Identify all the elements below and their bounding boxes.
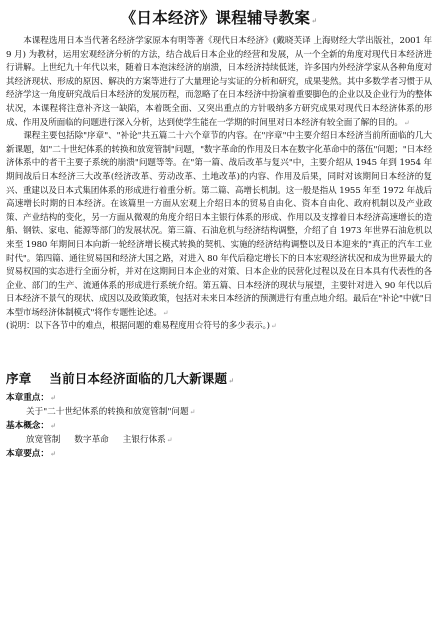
chapter-heading — [6, 370, 432, 389]
section-item-text: 关于"二十世纪体系的转换和放宽管制"问题 — [26, 406, 189, 417]
paragraph-mark: ↵ — [49, 393, 56, 403]
spacer — [6, 334, 432, 370]
note-paragraph-text: (说明：以下各节中的难点，根据问题的难易程度用☆符号的多少表示。) — [6, 321, 270, 332]
intro-paragraph-text: 本课程选用日本当代著名经济学家原本有明等著《现代日本经济》(戴晓芙译 上海财经大学出版社，2001 年 9 月) 为教材，运用宏观经济分析的方法，结合战后日本企业的经营和发展，从一个全新的角度对现代日本经济进行讲解。上世纪九十年代以来，随着日本泡沫经济的崩溃，日本经济持续低迷，许多国内外经济学家从各种角度对其经济现状、形成的原因、解决的方案等进行了大量理论与实证的分析和研究，成果斐然。其中多数学者习惯于从经济学这一角度研究战后日本经济的发展历程，而忽略了在日本经济中扮演着重要脚色的企业以及企业行为的整体状况，本课程将注意补齐这一缺陷，本着既全面、又突出重点的方针吸纳多方研究成果对现代日本经济体系的形成、作用及所面临的问题进行深入分析，达到使学生能在一学期的时间里对日本经济有较全面了解的目的。 — [6, 36, 432, 128]
section-label-text: 基本概念： — [6, 421, 49, 432]
section-item-concepts — [6, 434, 432, 448]
paragraph-mark: ↵ — [162, 308, 169, 317]
section-label-chapter-essentials — [6, 447, 432, 462]
section-label-key-points — [6, 391, 432, 406]
paragraph-mark: ↵ — [49, 421, 56, 431]
paragraph-mark: ↵ — [228, 376, 235, 386]
note-paragraph — [6, 320, 432, 334]
chapter-title: 当前日本经济面临的几大新课题 — [49, 371, 228, 387]
section-item — [6, 406, 432, 420]
paragraph-mark: ↵ — [166, 435, 173, 444]
section-label-text: 本章重点： — [6, 393, 49, 404]
concept-term: 数字革命 — [74, 434, 109, 445]
content-paragraph — [6, 130, 432, 320]
concept-term: 主银行体系 — [122, 434, 166, 445]
document-title-text: 《日本经济》课程辅导教案 — [120, 8, 311, 27]
paragraph-mark: ↵ — [49, 449, 56, 459]
paragraph-mark: ↵ — [311, 16, 318, 25]
content-paragraph-text: 课程主要包括除"序章"、"补论"共五篇二十六个章节的内容。在"序章"中主要介绍日本经济当前所面临的几大新课题，如"二十世纪体系的转换和放宽管制"问题，"数字革命的作用及日本在数字化革命中的落伍"问题；"日本经济体系中的者干主要子系统的崩溃"问题等等。在"第一篇、战后改革与复兴"中，主要介绍从 1945 年到 1954 年期间战后日本经济三大改革(经济改革、劳动改革、土地改革)的内容、作用及后果，同时对该期间日本经济的复兴、重建以及日本式集团体系的形成进行着重分析。第二篇、高增长机制。这一般是指从 1955 年至 1972 年战后高速增长时期的日本经济。在该篇里一方面从宏观上介绍日本的贸易自由化、资本自由化、政府机制以及产业政策、产业结构的变化，另一方面从微观的角度介绍日本主银行体系的形成、作用以及支撑着日本经济高速增长的造船、钢铁、家电、能源等部门的发展状况。第三篇、石油危机与经济结构调整，介绍了自 1973 年世界石油危机以来至 1980 年期间日本向新一轮经济增长模式转换的契机、实施的经济结构调整以及日本迎来的"真正的汽车工业时代"。第四篇、通往贸易国和经济大国之路，对进入 80 年代后稳定增长下的日本宏观经济状况和成为世界最大的贸易权国的实态进行全面分析，并对在这期间日本企业的对策、日本企业的民营化过程以及在日本具有代表性的各企业、部门的生产、流通体系的形成进行系统介绍。第五篇、日本经济的现状与展望，主要针对进入 90 年代以后日本经济不景气的现状、成因以及政策政策，包括对未来日本经济的预测进行有重点地介绍。最后在"补论"中就"日本型市场经济体制模式"将作专题性论述。 — [6, 131, 432, 318]
paragraph-mark: ↵ — [189, 407, 196, 416]
document-title — [6, 8, 432, 31]
chapter-number: 序章 — [6, 371, 32, 387]
section-label-text: 本章要点： — [6, 449, 49, 460]
intro-paragraph — [6, 35, 432, 130]
paragraph-mark: ↵ — [403, 118, 410, 127]
concept-term: 放宽管制 — [26, 434, 61, 445]
section-label-basic-concepts — [6, 419, 432, 434]
paragraph-mark: ↵ — [270, 322, 277, 331]
